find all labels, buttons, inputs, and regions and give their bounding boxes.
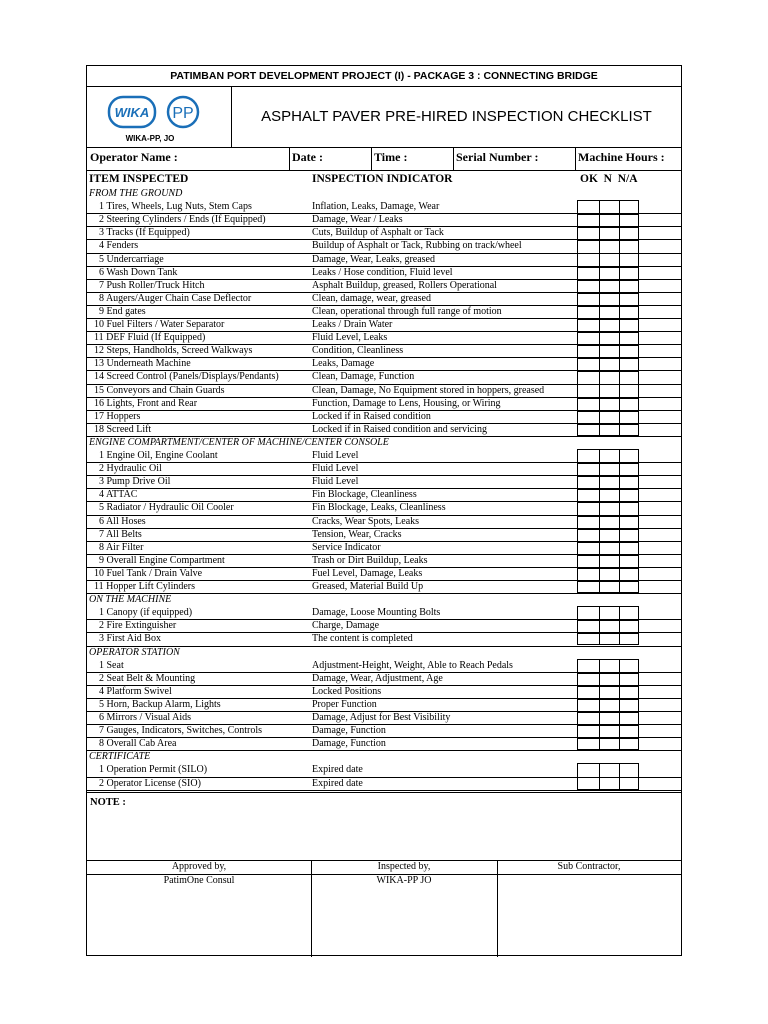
item-inspected: 1 Tires, Wheels, Lug Nuts, Stem Caps (99, 201, 252, 213)
machine-hours-field[interactable]: Machine Hours : (578, 150, 665, 164)
item-inspected: 7 Gauges, Indicators, Switches, Controls (99, 725, 263, 737)
inspection-indicator: Service Indicator (312, 541, 381, 553)
item-inspected: 16 Lights, Front and Rear (94, 397, 198, 409)
item-inspected: 3 First Aid Box (99, 633, 161, 645)
sub-contractor-label: Sub Contractor, (557, 861, 621, 872)
section-title: ENGINE COMPARTMENT/CENTER OF MACHINE/CENTER CONSOLE (89, 436, 389, 448)
inspection-indicator: Damage, Wear, Leaks, greased (312, 253, 435, 265)
item-inspected: 9 End gates (99, 305, 146, 317)
inspection-indicator: Damage, Loose Mounting Bolts (312, 607, 441, 619)
inspection-indicator: Damage, Adjust for Best Visibility (312, 712, 451, 723)
item-inspected: 4 Platform Swivel (99, 685, 172, 697)
inspection-indicator: Damage, Wear / Leaks (312, 214, 403, 226)
item-inspected: 17 Hoppers (94, 410, 141, 422)
document-title: ASPHALT PAVER PRE-HIRED INSPECTION CHECKLIST (261, 108, 652, 125)
item-inspected: 12 Steps, Handholds, Screed Walkways (94, 345, 253, 357)
item-inspected: 6 Mirrors / Visual Aids (99, 712, 191, 723)
inspection-indicator: Cuts, Buildup of Asphalt or Tack (312, 227, 444, 239)
item-inspected: 6 Wash Down Tank (99, 266, 178, 278)
inspection-indicator: Expired date (312, 777, 363, 789)
ok-n-na-checkbox-column[interactable] (577, 449, 639, 593)
serial-number-field[interactable]: Serial Number : (456, 150, 539, 164)
inspection-indicator: Asphalt Buildup, greased, Rollers Operational (312, 279, 497, 291)
inspection-indicator: Expired date (312, 764, 363, 776)
item-inspected: 4 Fenders (99, 240, 139, 252)
inspection-indicator: Greased, Material Build Up (312, 581, 424, 592)
note-area[interactable] (87, 810, 681, 860)
inspection-indicator: Condition, Cleanliness (312, 345, 404, 357)
inspection-indicator: Function, Damage to Lens, Housing, or Wiring (312, 397, 501, 409)
checklist-sheet (86, 65, 682, 956)
item-inspected: 1 Operation Permit (SILO) (99, 764, 208, 776)
inspection-indicator: Damage, Function (312, 725, 386, 737)
inspection-indicator: The content is completed (312, 633, 413, 645)
item-column-header: ITEM INSPECTED (89, 173, 189, 185)
company-logo (87, 87, 231, 147)
ok-n-na-checkbox-column[interactable] (577, 606, 639, 645)
indicator-column-header: INSPECTION INDICATOR (312, 173, 453, 185)
project-title: PATIMBAN PORT DEVELOPMENT PROJECT (I) - PACKAGE 3 : CONNECTING BRIDGE (170, 70, 598, 82)
inspection-indicator: Fluid Level (312, 476, 359, 488)
item-inspected: 15 Conveyors and Chain Guards (94, 384, 225, 396)
inspection-indicator: Tension, Wear, Cracks (312, 528, 402, 540)
inspection-indicator: Locked if in Raised condition and servicing (312, 423, 487, 435)
item-inspected: 10 Fuel Tank / Drain Valve (94, 567, 203, 579)
item-inspected: 8 Air Filter (99, 541, 144, 553)
approved-by-org: PatimOne Consul (163, 875, 235, 886)
inspection-indicator: Leaks / Hose condition, Fluid level (312, 266, 453, 278)
inspection-indicator: Damage, Wear, Adjustment, Age (312, 672, 443, 684)
section-title: FROM THE GROUND (89, 188, 183, 199)
approved-by-label: Approved by, (171, 861, 227, 872)
item-inspected: 11 DEF Fluid (If Equipped) (94, 332, 206, 344)
item-inspected: 11 Hopper Lift Cylinders (94, 581, 196, 592)
inspected-by-org: WIKA-PP JO (376, 875, 432, 886)
inspection-indicator: Leaks / Drain Water (312, 319, 393, 330)
inspection-indicator: Clean, Damage, Function (312, 371, 415, 383)
inspection-indicator: Buildup of Asphalt or Tack, Rubbing on track/wheel (312, 240, 522, 252)
item-inspected: 3 Tracks (If Equipped) (99, 227, 190, 239)
section-title: OPERATOR STATION (89, 646, 180, 658)
item-inspected: 10 Fuel Filters / Water Separator (94, 319, 225, 330)
inspection-indicator: Proper Function (312, 698, 377, 710)
inspection-indicator: Charge, Damage (312, 620, 380, 632)
item-inspected: 18 Screed Lift (94, 423, 152, 435)
section-title: CERTIFICATE (89, 751, 151, 763)
ok-n-na-checkbox-column[interactable] (577, 200, 639, 436)
item-inspected: 13 Underneath Machine (94, 358, 191, 370)
sub-contractor-signature-area[interactable] (498, 875, 681, 956)
item-inspected: 14 Screed Control (Panels/Displays/Pendants) (94, 371, 279, 383)
item-inspected: 9 Overall Engine Compartment (99, 554, 225, 566)
item-inspected: 7 Push Roller/Truck Hitch (99, 279, 205, 291)
date-field[interactable]: Date : (292, 150, 323, 164)
ok-n-na-checkbox-column[interactable] (577, 659, 639, 751)
inspection-indicator: Fluid Level, Leaks (312, 332, 388, 344)
inspection-indicator: Fluid Level (312, 463, 359, 475)
inspection-indicator: Leaks, Damage (312, 358, 375, 370)
section-title: ON THE MACHINE (89, 594, 172, 606)
inspection-indicator: Clean, damage, wear, greased (312, 292, 431, 304)
note-label: NOTE : (90, 797, 126, 808)
item-inspected: 2 Fire Extinguisher (99, 620, 177, 632)
item-inspected: 1 Seat (99, 659, 124, 671)
inspection-indicator: Adjustment-Height, Weight, Able to Reach Pedals (312, 659, 513, 671)
item-inspected: 5 Horn, Backup Alarm, Lights (99, 698, 221, 710)
time-field[interactable]: Time : (374, 150, 408, 164)
inspection-indicator: Locked Positions (312, 685, 382, 697)
ok-n-na-checkbox-column[interactable] (577, 763, 639, 789)
item-inspected: 8 Overall Cab Area (99, 738, 177, 750)
inspection-indicator: Clean, Damage, No Equipment stored in hoppers, greased (312, 384, 545, 396)
inspection-indicator: Damage, Function (312, 738, 386, 750)
item-inspected: 1 Canopy (if equipped) (99, 607, 193, 619)
pp-logo-text: PP (172, 105, 194, 122)
inspection-indicator: Inflation, Leaks, Damage, Wear (312, 201, 440, 213)
item-inspected: 3 Pump Drive Oil (99, 476, 171, 488)
item-inspected: 2 Seat Belt & Mounting (99, 672, 196, 684)
inspection-indicator: Fin Blockage, Leaks, Cleanliness (312, 502, 446, 514)
inspection-indicator: Fin Blockage, Cleanliness (312, 489, 417, 501)
inspection-indicator: Fluid Level (312, 450, 359, 461)
item-inspected: 1 Engine Oil, Engine Coolant (99, 450, 218, 461)
inspection-indicator: Locked if in Raised condition (312, 410, 431, 422)
inspection-indicator: Cracks, Wear Spots, Leaks (312, 515, 420, 527)
item-inspected: 2 Hydraulic Oil (99, 463, 162, 475)
inspection-indicator: Trash or Dirt Buildup, Leaks (312, 554, 428, 566)
item-inspected: 5 Radiator / Hydraulic Oil Cooler (99, 502, 234, 514)
logo-caption: WIKA-PP, JO (125, 134, 175, 143)
check-column-header: OK N N/A (580, 173, 638, 185)
item-inspected: 4 ATTAC (99, 489, 138, 501)
inspected-by-label: Inspected by, (377, 861, 431, 872)
wika-logo-text: WIKA (114, 105, 150, 120)
approved-by-signature-area[interactable] (87, 888, 311, 956)
item-inspected: 8 Augers/Auger Chain Case Deflector (99, 292, 252, 304)
item-inspected: 2 Steering Cylinders / Ends (If Equipped) (99, 214, 266, 226)
item-inspected: 7 All Belts (99, 528, 142, 540)
item-inspected: 2 Operator License (SIO) (99, 777, 201, 789)
item-inspected: 6 All Hoses (99, 515, 146, 527)
inspection-indicator: Fuel Level, Damage, Leaks (312, 567, 423, 579)
inspection-indicator: Clean, operational through full range of motion (312, 305, 502, 317)
operator-name-field[interactable]: Operator Name : (90, 150, 178, 164)
item-inspected: 5 Undercarriage (99, 253, 164, 265)
inspected-by-signature-area[interactable] (312, 888, 497, 956)
